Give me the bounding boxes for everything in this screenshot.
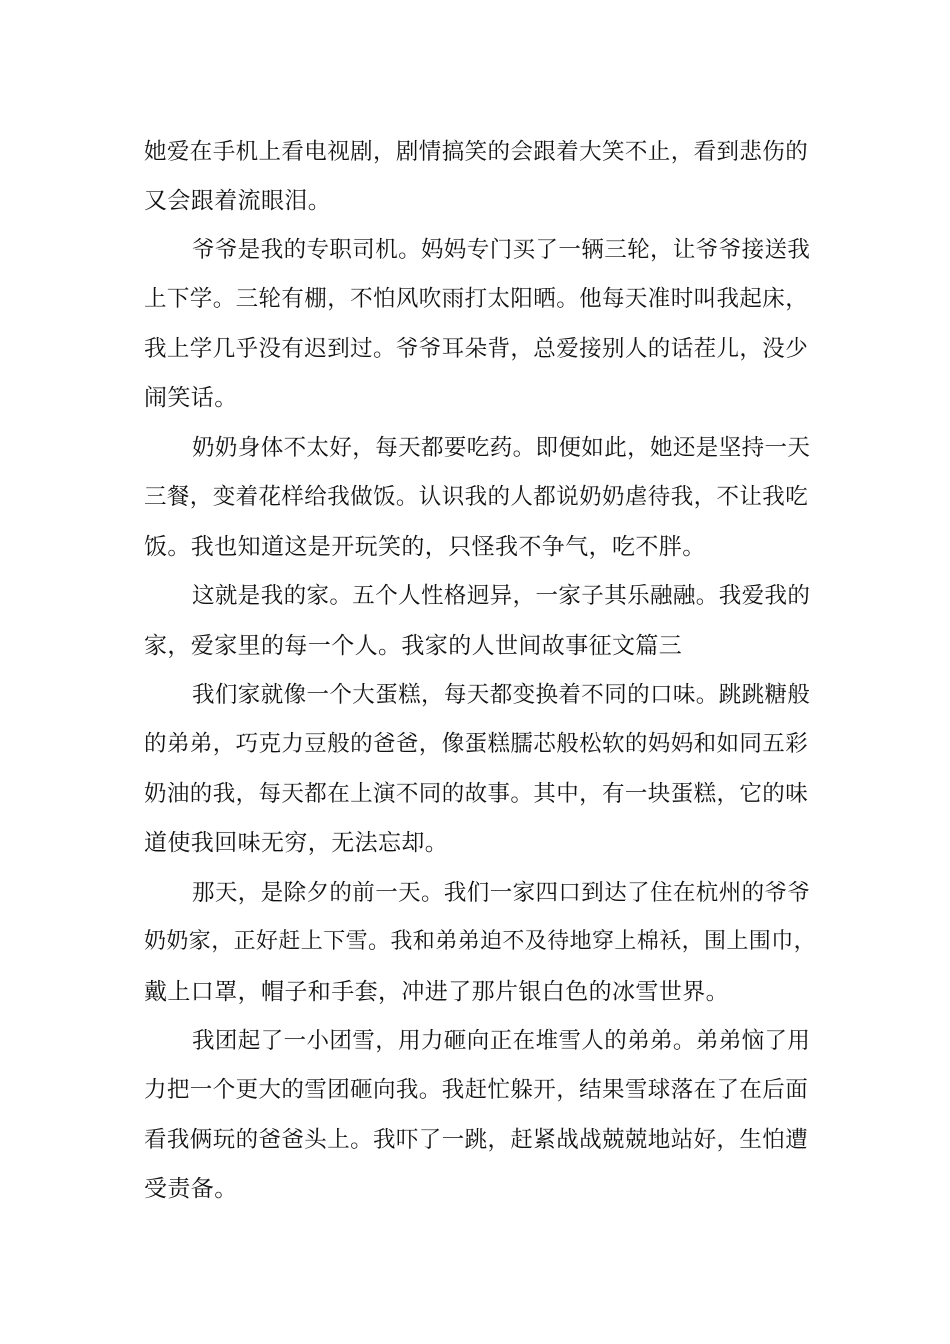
paragraph-5-line-3: 奶油的我，每天都在上演不同的故事。其中，有一块蛋糕，它的味 — [144, 781, 809, 807]
paragraph-3-line-3: 饭。我也知道这是开玩笑的，只怪我不争气，吃不胖。 — [144, 534, 706, 560]
paragraph-3-line-1: 奶奶身体不太好，每天都要吃药。即便如此，她还是坚持一天 — [192, 435, 811, 461]
paragraph-4-line-1: 这就是我的家。五个人性格迥异，一家子其乐融融。我爱我的 — [192, 583, 811, 609]
paragraph-5-line-4: 道使我回味无穷，无法忘却。 — [144, 830, 449, 856]
paragraph-7-line-1: 我团起了一小团雪，用力砸向正在堆雪人的弟弟。弟弟恼了用 — [192, 1028, 811, 1054]
paragraph-7-line-4: 受责备。 — [144, 1176, 238, 1202]
paragraph-2-line-4: 闹笑话。 — [144, 385, 238, 411]
paragraph-2-line-3: 我上学几乎没有迟到过。爷爷耳朵背，总爱接别人的话茬儿，没少 — [144, 336, 809, 362]
paragraph-1-line-2: 又会跟着流眼泪。 — [144, 188, 332, 214]
paragraph-6-line-2: 奶奶家，正好赶上下雪。我和弟弟迫不及待地穿上棉袄，围上围巾， — [144, 929, 817, 954]
paragraph-5-line-1: 我们家就像一个大蛋糕，每天都变换着不同的口味。跳跳糖般 — [192, 682, 811, 708]
paragraph-4-line-2: 家，爱家里的每一个人。我家的人世间故事征文篇三 — [144, 633, 683, 659]
paragraph-6-line-3: 戴上口罩，帽子和手套，冲进了那片银白色的冰雪世界。 — [144, 979, 729, 1005]
paragraph-2-line-2: 上下学。三轮有棚，不怕风吹雨打太阳晒。他每天准时叫我起床， — [144, 286, 809, 312]
paragraph-2-line-1: 爷爷是我的专职司机。妈妈专门买了一辆三轮，让爷爷接送我 — [192, 237, 811, 263]
paragraph-5-line-2: 的弟弟，巧克力豆般的爸爸，像蛋糕臑芯般松软的妈妈和如同五彩 — [144, 731, 809, 757]
paragraph-6-line-1: 那天，是除夕的前一天。我们一家四口到达了住在杭州的爷爷 — [192, 880, 811, 906]
paragraph-3-line-2: 三餐，变着花样给我做饭。认识我的人都说奶奶虐待我，不让我吃 — [144, 484, 809, 510]
paragraph-1-line-1: 她爱在手机上看电视剧，剧情搞笑的会跟着大笑不止，看到悲伤的 — [144, 139, 809, 165]
paragraph-7-line-3: 看我俩玩的爸爸头上。我吓了一跳，赶紧战战兢兢地站好，生怕遭 — [144, 1127, 809, 1153]
paragraph-7-line-2: 力把一个更大的雪团砸向我。我赶忙躲开，结果雪球落在了在后面 — [144, 1077, 809, 1103]
